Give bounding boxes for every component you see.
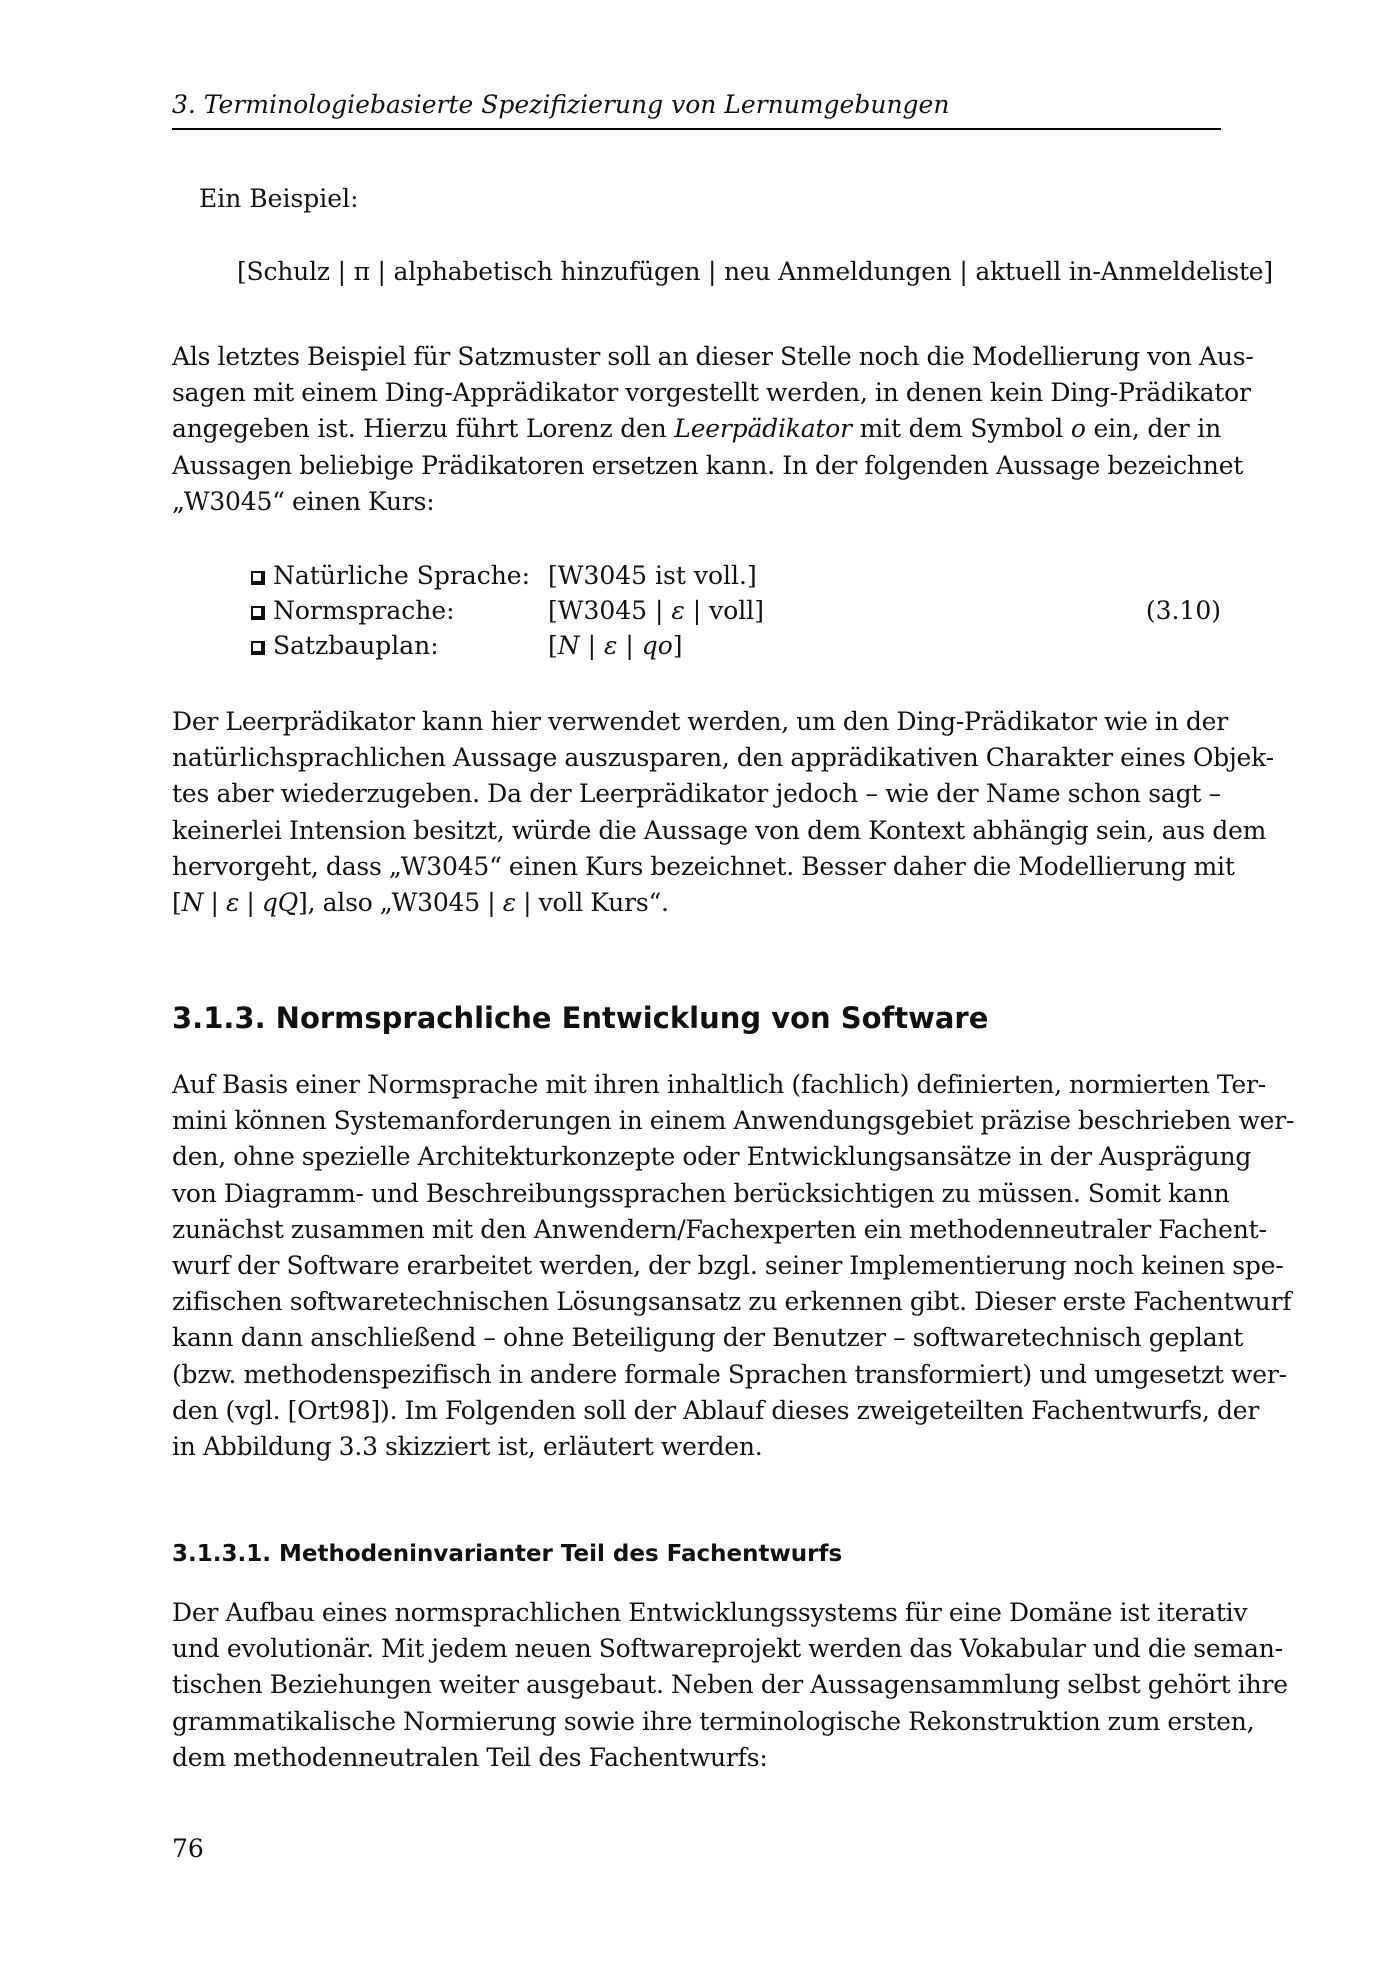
value-part: [: [548, 631, 558, 660]
epsilon-symbol: ε: [603, 631, 618, 660]
checkbox-icon: [251, 606, 265, 620]
text-run: |: [203, 887, 226, 917]
label-text: Satzbauplan:: [273, 631, 439, 660]
example-row-norm: [251, 593, 1221, 628]
text-line: „W3045“ einen Kurs:: [172, 486, 435, 516]
text-line: Auf Basis einer Normsprache mit ihren inhaltlich (fachlich) definierten, normierten Ter-: [172, 1070, 1267, 1099]
subsection-heading: 3.1.3.1. Methodeninvarianter Teil des Fachentwurfs: [172, 1541, 843, 1567]
example-row-plan: [251, 628, 1221, 663]
epsilon-symbol: ε: [225, 887, 240, 917]
value-part: |: [579, 631, 604, 660]
row-label: [251, 558, 530, 593]
text-line: dem methodenneutralen Teil des Fachentwurfs:: [172, 1742, 768, 1772]
text-line: Der Leerprädikator kann hier verwendet werden, um den Ding-Prädikator wie in der: [172, 707, 1229, 736]
text-line: [172, 411, 1221, 447]
text-run: |: [239, 887, 262, 917]
example-formula: [Schulz | π | alphabetisch hinzufügen | neu Anmeldungen | aktuell in-Anmeldeliste]: [237, 257, 1273, 286]
emphasis-term: Leerpädikator: [674, 414, 852, 444]
text-line: natürlichsprachlichen Aussage auszusparen, den apprädikativen Charakter eines Objek-: [172, 743, 1274, 773]
symbol-N: N: [181, 887, 204, 917]
row-value: [548, 628, 683, 663]
checkbox-icon: [251, 571, 265, 585]
text-line: mini können Systemanforderungen in einem Anwendungsgebiet präzise beschrieben wer-: [172, 1106, 1295, 1136]
text-run: ein, der in: [1085, 414, 1221, 444]
text-line: [172, 885, 1221, 921]
row-value: [548, 593, 764, 628]
text-line: kann dann anschließend – ohne Beteiligung der Benutzer – softwaretechnisch geplant: [172, 1323, 1244, 1353]
example-row-natural: [251, 558, 1221, 593]
epsilon-symbol: ε: [671, 596, 685, 625]
value-part: |: [617, 631, 642, 660]
row-value: [W3045 ist voll.]: [548, 561, 757, 590]
paragraph-leerpraedikator: [172, 339, 1254, 520]
section-heading: 3.1.3. Normsprachliche Entwicklung von Software: [172, 1001, 989, 1035]
text-line: grammatikalische Normierung sowie ihre terminologische Rekonstruktion zum ersten,: [172, 1706, 1255, 1736]
text-line: den, ohne spezielle Architekturkonzepte oder Entwicklungsansätze in der Ausprägung: [172, 1142, 1252, 1172]
text-line: tischen Beziehungen weiter ausgebaut. Neben der Aussagensammlung selbst gehört ihre: [172, 1670, 1288, 1700]
value-part: | voll]: [684, 596, 765, 625]
row-label: [251, 628, 439, 663]
label-text: Natürliche Sprache:: [273, 561, 531, 590]
text-run: [: [172, 887, 182, 917]
text-line: hervorgeht, dass „W3045“ einen Kurs bezeichnet. Besser daher die Modellierung mit: [172, 851, 1235, 881]
text-run: angegeben ist. Hierzu führt Lorenz den: [172, 414, 675, 444]
text-line: und evolutionär. Mit jedem neuen Softwareprojekt werden das Vokabular und die seman-: [172, 1634, 1283, 1664]
text-line: Der Aufbau eines normsprachlichen Entwicklungssystems für eine Domäne ist iterativ: [172, 1598, 1248, 1627]
symbol-N: N: [557, 631, 580, 660]
text-line: wurf der Software erarbeitet werden, der bzgl. seiner Implementierung noch keinen spe-: [172, 1250, 1284, 1280]
checkbox-icon: [251, 641, 265, 655]
example-table: [251, 558, 1221, 663]
text-line: sagen mit einem Ding-Apprädikator vorgestellt werden, in denen kein Ding-Prädikator: [172, 378, 1251, 408]
running-header: 3. Terminologiebasierte Spezifizierung von Lernumgebungen: [172, 90, 950, 119]
paragraph-normsprache: [172, 1067, 1295, 1465]
text-run: | voll Kurs“.: [515, 887, 669, 917]
page-number: 76: [172, 1834, 204, 1863]
text-line: Als letztes Beispiel für Satzmuster soll an dieser Stelle noch die Modellierung von Aus-: [172, 342, 1254, 371]
text-line: in Abbildung 3.3 skizziert ist, erläutert werden.: [172, 1431, 763, 1461]
epsilon-symbol: ε: [502, 887, 516, 917]
equation-number: (3.10): [1145, 596, 1221, 625]
label-text: Normsprache:: [273, 596, 455, 625]
value-part: [W3045 |: [548, 596, 672, 625]
paragraph-modellierung: [172, 704, 1274, 921]
symbol-o: o: [1070, 414, 1086, 444]
text-line: den (vgl. [Ort98]). Im Folgenden soll der Ablauf dieses zweigeteilten Fachentwurfs, der: [172, 1395, 1260, 1425]
text-line: von Diagramm- und Beschreibungssprachen berücksichtigen zu müssen. Somit kann: [172, 1178, 1230, 1208]
row-label: [251, 593, 455, 628]
intro-text: Ein Beispiel:: [199, 184, 359, 213]
text-line: zifischen softwaretechnischen Lösungsansatz zu erkennen gibt. Dieser erste Fachentwurf: [172, 1287, 1292, 1317]
header-rule: [172, 128, 1221, 130]
value-part: ]: [672, 631, 683, 660]
text-line: keinerlei Intension besitzt, würde die Aussage von dem Kontext abhängig sein, aus dem: [172, 815, 1267, 845]
symbol-qQ: qQ: [261, 887, 299, 917]
text-line: zunächst zusammen mit den Anwendern/Fachexperten ein methodenneutraler Fachent-: [172, 1214, 1267, 1244]
text-run: mit dem Symbol: [851, 414, 1071, 444]
symbol-qo: qo: [641, 631, 673, 660]
paragraph-aufbau: [172, 1595, 1288, 1776]
text-line: Aussagen beliebige Prädikatoren ersetzen kann. In der folgenden Aussage bezeichnet: [172, 450, 1244, 480]
text-line: (bzw. methodenspezifisch in andere formale Sprachen transformiert) und umgesetzt wer-: [172, 1359, 1287, 1389]
text-run: ], also „W3045 |: [298, 887, 503, 917]
text-line: tes aber wiederzugeben. Da der Leerprädikator jedoch – wie der Name schon sagt –: [172, 779, 1221, 809]
